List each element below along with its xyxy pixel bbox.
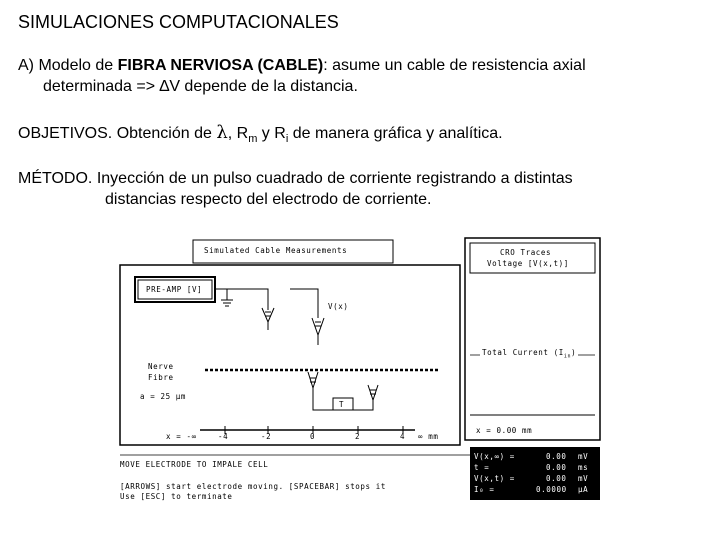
- readout-unit: μA: [578, 485, 589, 494]
- vx-label: V(x): [328, 302, 349, 311]
- ground-icon: [221, 289, 233, 306]
- tick-label: 4: [400, 432, 406, 441]
- readout-label: I₀ =: [474, 485, 495, 494]
- objectives-label: OBJETIVOS. Obtención de: [18, 125, 217, 142]
- total-current-label: [480, 348, 578, 360]
- objectives-sub-i: i: [285, 133, 289, 146]
- recording-electrode-icon: [262, 308, 274, 330]
- slide-title: SIMULACIONES COMPUTACIONALES: [18, 12, 339, 32]
- scale-x-label: x = -∞: [166, 432, 197, 441]
- tick-label: -2: [261, 432, 272, 441]
- preamp-label: PRE-AMP [V]: [146, 285, 203, 294]
- stim-electrode-right-icon: [368, 385, 378, 400]
- method-line1: MÉTODO. Inyección de un pulso cuadrado de corriente registrando a distintas: [18, 170, 573, 187]
- tick-label: -4: [218, 432, 229, 441]
- objectives-sub-m: m: [248, 133, 258, 146]
- objectives-rest: de manera gráfica y analítica.: [288, 125, 503, 142]
- tick-label: 2: [355, 432, 361, 441]
- timer-label: T: [339, 400, 345, 409]
- cro-title: CRO Traces: [500, 248, 552, 257]
- section-a-prefix: A) Modelo de: [18, 57, 118, 74]
- method-line2: distancias respecto del electrodo de corriente.: [105, 191, 432, 208]
- section-a-bold: FIBRA NERVIOSA (CABLE): [117, 57, 324, 74]
- lambda-symbol: λ: [216, 122, 228, 143]
- readout-value: 0.00: [546, 463, 567, 472]
- vx-wire: [290, 289, 318, 318]
- total-current-sub: in: [563, 353, 572, 360]
- readout-value: 0.00: [546, 452, 567, 461]
- readout-value: 0.00: [546, 474, 567, 483]
- total-current-text: Total Current (I: [482, 348, 564, 357]
- fibre-label: Fibre: [148, 373, 174, 382]
- readout-label: t =: [474, 463, 490, 472]
- instruction-line-3: Use [ESC] to terminate: [120, 492, 233, 501]
- total-current-end: ): [571, 348, 577, 357]
- tick-label: 0: [310, 432, 316, 441]
- cro-subtitle: Voltage [V(x,t)]: [487, 259, 569, 268]
- objectives-mid1: , R: [227, 125, 249, 142]
- readout-value: 0.0000: [536, 485, 567, 494]
- sim-header-label: Simulated Cable Measurements: [204, 246, 348, 255]
- objectives-mid2: y R: [257, 125, 286, 142]
- stim-electrode-left-icon: [308, 372, 318, 388]
- readout-unit: mV: [578, 474, 589, 483]
- instruction-line-2: [ARROWS] start electrode moving. [SPACEBAR] stops it: [120, 482, 386, 491]
- readout-unit: ms: [578, 463, 589, 472]
- nerve-label: Nerve: [148, 362, 174, 371]
- readout-label: V(x,∞) =: [474, 452, 515, 461]
- scale-inf-label: ∞ mm: [418, 432, 439, 441]
- readout-label: V(x,t) =: [474, 474, 515, 483]
- section-a-line2: determinada => ∆V depende de la distancia.: [43, 78, 358, 95]
- section-a-rest: : asume un cable de resistencia axial: [323, 57, 586, 74]
- instruction-line-1: MOVE ELECTRODE TO IMPALE CELL: [120, 460, 269, 469]
- vx-electrode-icon: [312, 318, 324, 345]
- readout-unit: mV: [578, 452, 589, 461]
- diameter-label: a = 25 μm: [140, 392, 187, 401]
- readout-panel: [470, 447, 600, 500]
- x-readout: x = 0.00 mm: [476, 426, 533, 435]
